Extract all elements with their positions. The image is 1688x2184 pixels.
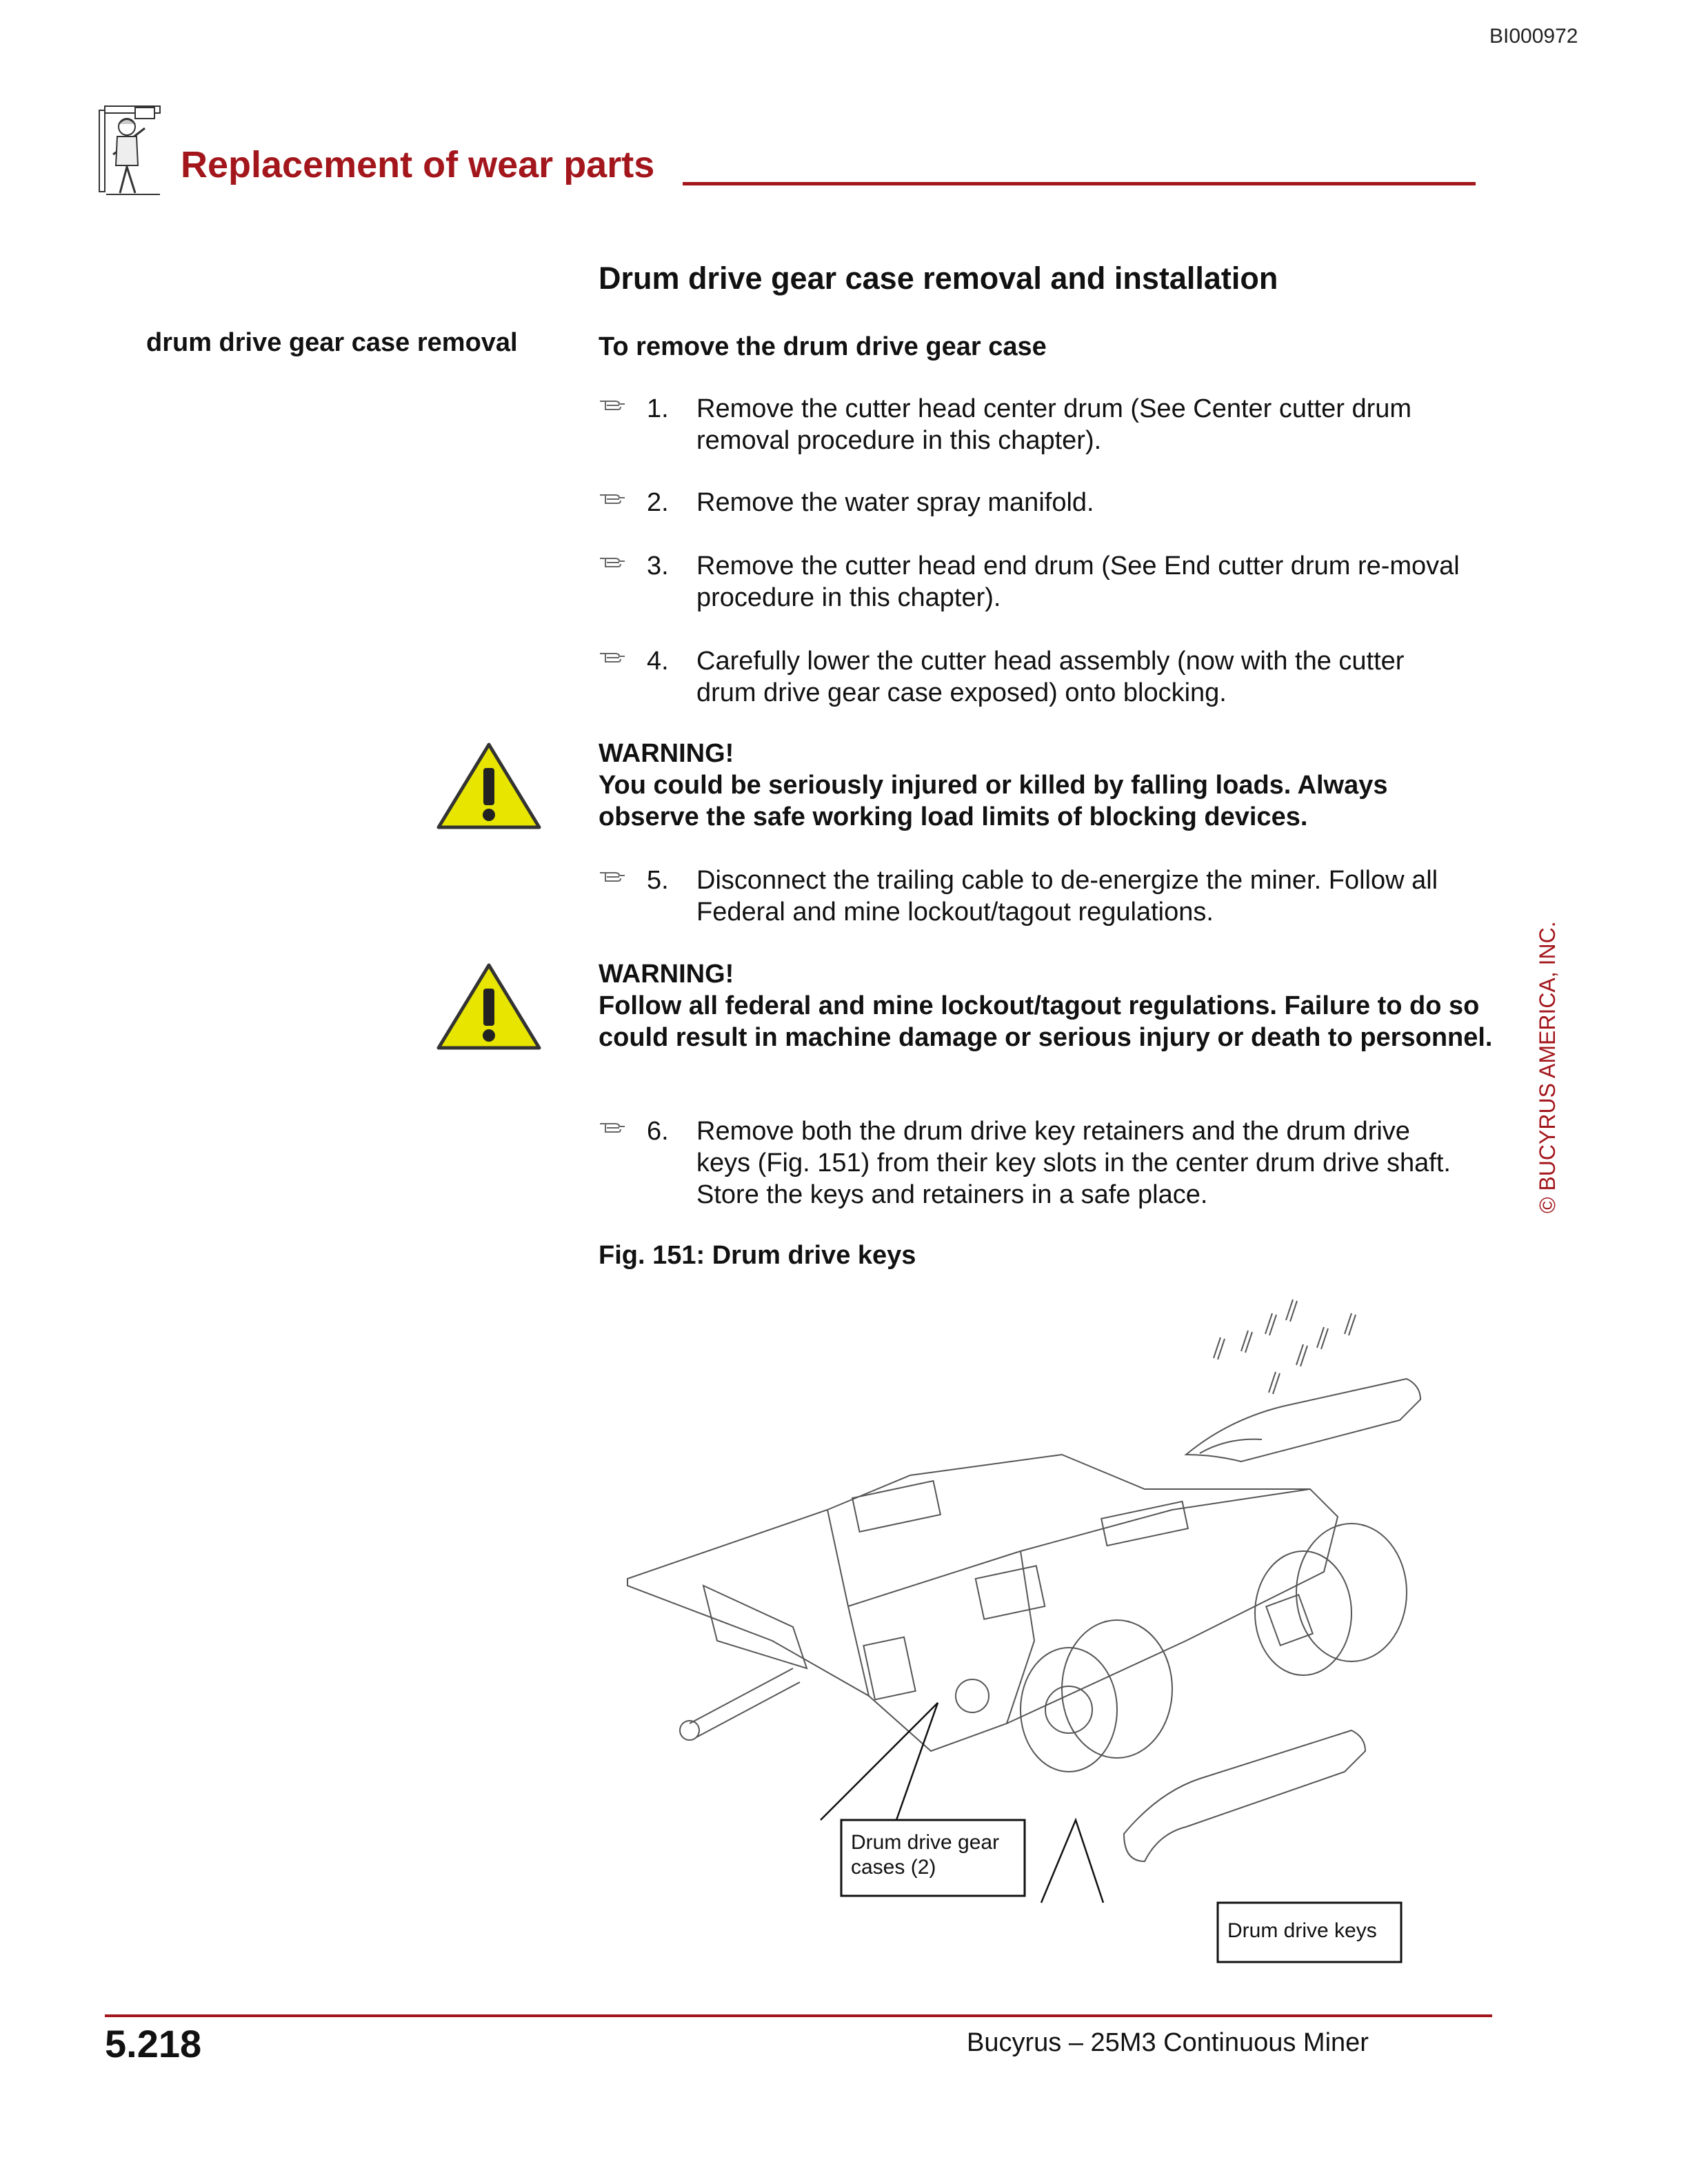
drum-drive-figure <box>621 1282 1476 2006</box>
pointing-hand-icon <box>599 866 626 885</box>
pointing-hand-icon <box>599 552 626 571</box>
step-number: 3. <box>647 552 669 580</box>
step-number: 5. <box>647 866 669 895</box>
step-number: 1. <box>647 394 669 423</box>
warning-triangle-icon <box>436 961 542 1052</box>
step-text: Remove the water spray manifold. <box>696 488 1094 517</box>
step-text: Carefully lower the cutter head assembly (now with the cutter drum drive gear case exposed) onto blocking. <box>696 647 1405 707</box>
callout-leader-gear-cases <box>821 1703 938 1820</box>
title-rule <box>683 182 1476 185</box>
figure-caption: Fig. 151: Drum drive keys <box>599 1241 916 1270</box>
drum-drive-key-bolts <box>1214 1300 1356 1394</box>
pointing-hand-icon <box>599 394 626 414</box>
callout-gear-cases <box>841 1820 1025 1896</box>
page-number: 5.218 <box>105 2022 202 2065</box>
step-number: 6. <box>647 1117 669 1146</box>
pointing-hand-icon <box>599 1117 626 1136</box>
chapter-title: Replacement of wear parts <box>181 144 655 185</box>
callout-keys <box>1218 1903 1401 1962</box>
procedure-subtitle: To remove the drum drive gear case <box>599 332 1047 361</box>
step-text: Remove the cutter head end drum (See End cutter drum re-moval procedure in this chapter). <box>696 552 1460 612</box>
warning-text: Follow all federal and mine lockout/tagout regulations. Failure to do so could result in machine damage or serious injury or death to personnel. <box>599 991 1493 1052</box>
warning-triangle-icon <box>436 740 542 831</box>
warning-heading: WARNING! <box>599 960 734 989</box>
copyright-note: © BUCYRUS AMERICA, INC. <box>1535 921 1560 1213</box>
pointing-hand-icon <box>599 647 626 666</box>
side-label: drum drive gear case removal <box>146 328 518 357</box>
callout-leader-keys <box>1041 1820 1103 1903</box>
warning-block <box>599 958 1495 1053</box>
document-id: BI000972 <box>1489 25 1578 48</box>
step-text: Disconnect the trailing cable to de-energize the miner. Follow all Federal and mine lockout/tagout regulations. <box>696 866 1438 927</box>
callout-gear-cases-line2: cases (2) <box>851 1856 936 1879</box>
pointing-hand-icon <box>599 488 626 507</box>
section-title: Drum drive gear case removal and installation <box>599 261 1278 296</box>
warning-block <box>599 738 1495 833</box>
technician-icon <box>97 103 163 200</box>
step-text: Remove both the drum drive key retainers and the drum drive keys (Fig. 151) from their key slots in the center drum drive shaft. Store the keys and retainers in a safe place. <box>696 1117 1451 1209</box>
step-text: Remove the cutter head center drum (See Center cutter drum removal procedure in this chapter). <box>696 394 1412 455</box>
step-number: 2. <box>647 488 669 517</box>
warning-text: You could be seriously injured or killed by falling loads. Always observe the safe working load limits of blocking devices. <box>599 771 1388 831</box>
callout-keys-label: Drum drive keys <box>1227 1919 1377 1942</box>
step-number: 4. <box>647 647 669 676</box>
callout-gear-cases-line1: Drum drive gear <box>851 1831 1000 1854</box>
footer-text: Bucyrus – 25M3 Continuous Miner <box>967 2028 1369 2057</box>
footer-rule <box>105 2014 1492 2017</box>
warning-heading: WARNING! <box>599 739 734 768</box>
